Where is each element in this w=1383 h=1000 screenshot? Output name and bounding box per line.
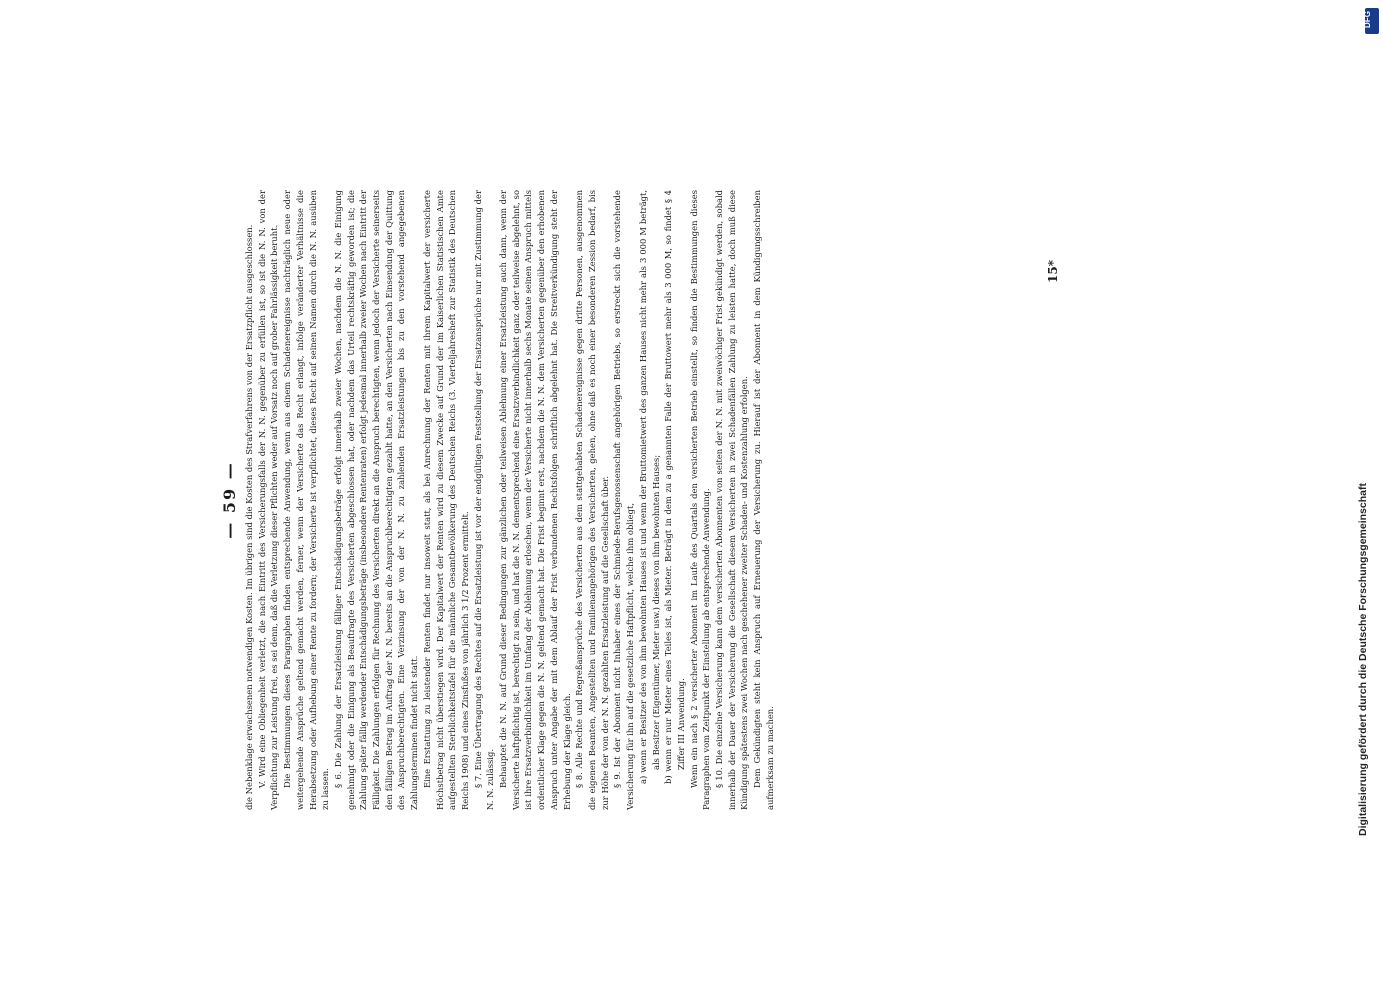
- paragraph-7: Behauptet die N. N. auf Grund dieser Bedingungen zur gänzlichen oder teilweisen Ablehnung einer Ersatzleistung auch dann, wenn der Versicherte haftpflichtig ist, berechtigt zu sein, und hat die N. N. dementsprechend eine Ersatzverbindlichkeit ganz oder teilweise abgelehnt, so ist ihre Ersatzverbindlichkeit im Umfang der Ablehnung erloschen, wenn der Versicherte nicht innerhalb sechs Monate seinen Anspruch mittels ordentlicher Klage gegen die N. N. geltend gemacht hat. Die Frist beginnt erst, nachdem die N. N. dem Versicherten gegenüber den erhobenen Anspruch unter Angabe der mit dem Ablauf der Frist verbundenen Rechtsfolgen schriftlich abgelehnt hat. Die Streitverkündigung steht der Erhebung der Klage gleich.: [498, 190, 572, 810]
- page-number: — 59 —: [220, 461, 239, 539]
- paragraph-9: § 9. Ist der Abonnent nicht Inhaber eines der Schmiede-Berufsgenossenschaft angehörigen Betriebs, so erstreckt sich die vorstehende Versicherung für ihn auf die gesetzliche Haftpflicht, welche ihm obliegt,: [612, 190, 636, 810]
- paragraph-1: die Nebenklage erwachsenen notwendigen Kosten. Im übrigen sind die Kosten des Strafverfahrens von der Ersatzpflicht ausgeschlossen.: [244, 224, 254, 810]
- attribution-strip: [1359, 0, 1383, 1000]
- paragraph-8: § 8. Alle Rechte und Regreßansprüche des Versicherten aus dem stattgehabten Schadenereignisse gegen dritte Personen, ausgenommen die eigenen Beamten, Angestellten und Familienangehörigen des Versicherten, gehen, ohne daß es noch einer besonderen Zession bedarf, bis zur Höhe der von der N. N. gezahlten Ersatzleistung auf die Gesellschaft über.: [574, 190, 610, 810]
- dfg-logo-text: DFG: [1362, 11, 1372, 28]
- list-item-b: b) wenn er nur Mieter eines Teiles ist, als Mieter. Beträgt in dem zu a genannten Falle der Bruttowert mehr als 3 000 M, so findet § 4 Ziffer III Anwendung.: [663, 190, 686, 784]
- paragraph-10: Wenn ein nach § 2 versicherter Abonnent im Laufe des Quartals den versicherten Betrieb einstellt, so finden die Bestimmungen dieses Paragraphen vom Zeitpunkt der Einstellung ab entsprechende Anwendung.: [688, 190, 712, 810]
- paragraph-5: Eine Erstattung zu leistender Renten findet nur insoweit statt, als bei Anrechnung der Renten mit ihrem Kapitalwert der versicherte Höchstbetrag nicht überstiegen wird. Der Kapitalwert der Renten wird zu diesem Zwecke auf Grund der im Kaiserlichen Statistischen Amte aufgestellten Sterblichkeitstafel für die männliche Gesamtbevölkerung des Deutschen Reichs (3. Vierteljahresheft zur Statistik des Deutschen Reichs 1908) und eines Zinsfußes von jährlich 3 1/2 Prozent ermittelt.: [421, 190, 470, 810]
- dfg-logo: [1362, 8, 1379, 34]
- rotated-page-body: [140, 170, 1240, 830]
- list-item-a: a) wenn er Besitzer des von ihm bewohnten Hauses ist und wenn der Bruttomietwert des ganzen Hauses nicht mehr als 3 000 M beträgt, als Besitzer (Eigentümer, Mieter usw.) dieses von ihm bewohnten Hauses;: [637, 190, 661, 784]
- attribution-text: Digitalisierung gefördert durch die Deutsche Forschungsgemeinschaft: [1357, 483, 1369, 836]
- paragraph-4: § 6. Die Zahlung der Ersatzleistung fälliger Entschädigungsbeträge erfolgt innerhalb zweier Wochen, nachdem die N. N. die Einigung genehmigt oder die Einigung als Beauftragte des Versicherten abgeschlossen hat, oder nachdem das Urteil rechtskräftig geworden ist; die Zahlung später fällig werdender Entschädigungsbeträge (insbesondere Rentenraten) erfolgt jedesmal innerhalb zweier Wochen nach Eintritt der Fälligkeit. Die Zahlungen erfolgen für Rechnung des Versicherten direkt an die Anspruch berechtigten, wenn jedoch der Versicherte seinerseits den fälligen Betrag im Auftrag der N. N. bereits an die Anspruchberechtigten gezahlt hatte, an den Versicherten nach Einsendung der Quittung des Anspruchberechtigten. Eine Verzinsung der von der N. N. zu zahlenden Ersatzleistungen bis zu den vorstehend angegebenen Zahlungsterminen findet nicht statt.: [332, 190, 420, 810]
- sheet-signature: 15*: [1046, 260, 1060, 283]
- paragraph-3: Die Bestimmungen dieses Paragraphen finden entsprechende Anwendung, wenn aus einem Schadenereignisse nachträglich neue oder weitergehende Ansprüche geltend gemacht werden, ferner, wenn der Versicherte das Recht erlangt, infolge veränderter Verhältnisse die Herabsetzung oder Aufhebung einer Rente zu fordern; der Versicherte ist verpflichtet, dieses Recht auf seinen Namen durch die N. N. ausüben zu lassen.: [282, 190, 331, 810]
- paragraph-6: § 7. Eine Übertragung des Rechtes auf die Ersatzleistung ist vor der endgültigen Feststellung der Ersatzansprüche nur mit Zustimmung der N. N. zulässig.: [472, 190, 496, 810]
- paragraph-12: Dem Gekündigten steht kein Anspruch auf Erneuerung der Versicherung zu. Hierauf ist der Abonnent in dem Kündigungsschreiben aufmerksam zu machen.: [752, 190, 775, 810]
- text-block: [220, 190, 777, 810]
- paragraph-11: § 10. Die einzelne Versicherung kann dem versicherten Abonnenten von seiten der N. N. mit zweiwöchiger Frist gekündigt werden, sobald innerhalb der Dauer der Versicherung die Gesellschaft diesem Versicherten in zwei Schadenfällen Zahlung zu leisten hatte, doch muß diese Kündigung spätestens zwei Wochen nach geschehener zweiter Schaden- und Kostenzahlung erfolgen.: [714, 190, 750, 810]
- paragraph-2: V. Wird eine Obliegenheit verletzt, die nach Eintritt des Versicherungsfalls der N. N. gegenüber zu erfüllen ist, so ist die N. N. von der Verpflichtung zur Leistung frei, es sei denn, daß die Verletzung dieser Pflichten weder auf Vorsatz noch auf grober Fahrlässigkeit beruht.: [256, 190, 280, 810]
